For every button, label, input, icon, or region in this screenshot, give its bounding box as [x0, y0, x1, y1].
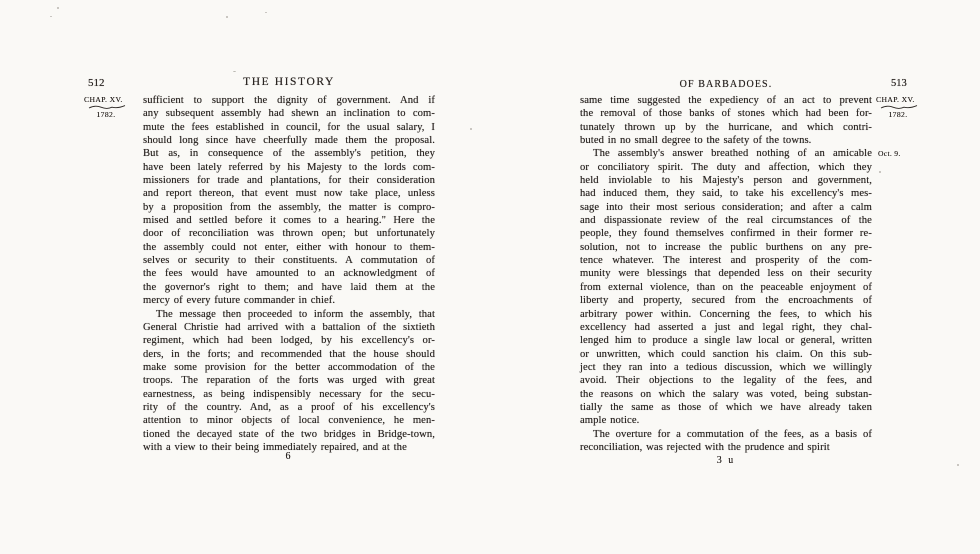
- text-line: the removal of those banks of stones which had been for-: [580, 108, 872, 120]
- text-line: munity were blessings that depended less on their security: [580, 268, 872, 280]
- text-line: mised and settled before it comes to a hearing." Here the: [143, 215, 435, 227]
- running-header-left: THE HISTORY: [243, 76, 335, 88]
- margin-note-date: Oct. 9.: [878, 149, 901, 158]
- text-line: and dispassionate review of the real circumstances of the: [580, 215, 872, 227]
- text-line: tunately thrown up by the hurricane, and which contri-: [580, 121, 872, 133]
- page-body-left: [143, 94, 435, 454]
- text-line: The overture for a commutation of the fees, as a basis of: [593, 428, 872, 440]
- text-line: tially the same as those of which we have already taken: [580, 401, 872, 413]
- signature-mark-left: 6: [285, 451, 293, 462]
- chapter-label: CHAP. XV.: [84, 95, 123, 104]
- text-line: sage into their most serious consideration; and after a calm: [580, 201, 872, 213]
- text-line: ample notice.: [580, 415, 640, 427]
- scan-speck: [879, 171, 881, 173]
- text-line: attention to minor objects of local convenience, he men-: [143, 415, 435, 427]
- text-line: ject they ran into a tedious discussion, which we willingly: [580, 361, 872, 373]
- text-line: the fees would have amounted to an acknowledgment of: [143, 268, 435, 280]
- paragraph: [143, 308, 435, 455]
- year-label: 1782.: [96, 110, 116, 119]
- scan-speck: [50, 16, 52, 17]
- text-line: sufficient to support the dignity of government. And if: [143, 95, 435, 106]
- text-line: should long since have cheerfully made them the proposal.: [143, 135, 435, 147]
- paragraph: [143, 94, 435, 308]
- scan-speck: [957, 464, 959, 466]
- text-line: selves or security to their constituents. A commutation of: [143, 255, 435, 267]
- text-line: arbitrary power within. Concerning the fees, to which his: [580, 308, 872, 320]
- text-line: buted in no small degree to the safety of the towns.: [580, 135, 812, 147]
- text-line: reconciliation, was rejected with the prudence and spirit: [580, 441, 830, 453]
- text-line: make some provision for the better accommodation of the: [143, 361, 435, 373]
- text-line: by a proposition from the assembly, the matter is compro-: [143, 201, 435, 213]
- text-line: missioners for trade and plantations, for their consideration: [143, 175, 435, 187]
- text-line: any subsequent assembly had shewn an inclination to com-: [143, 108, 435, 120]
- text-line: lenged him to produce a single law local or general, written: [580, 335, 872, 347]
- text-line: troops. The reparation of the forts was urged with great: [143, 375, 435, 387]
- page-number-right: 513: [891, 78, 907, 89]
- text-line: The assembly's answer breathed nothing of an amicable: [593, 148, 872, 160]
- text-line: liberty and property, secured from the encroachments of: [580, 295, 872, 307]
- signature-mark-right: 3 u: [716, 455, 736, 466]
- text-line: the reasons on which the salary was voted, being substan-: [580, 388, 872, 400]
- text-line: solution, not to increase the public burthens on any pre-: [580, 241, 872, 253]
- text-line: mute the fees established in council, for the usual salary, I: [143, 121, 435, 133]
- text-line: The message then proceeded to inform the assembly, that: [156, 308, 435, 320]
- text-line: rity of the country. And, as a proof of his excellency's: [143, 401, 435, 413]
- text-line: the assembly could not enter, either with honour to them-: [143, 241, 435, 253]
- text-line: ders, in the forts; and recommended that the house should: [143, 348, 435, 360]
- text-line: General Christie had arrived with a battalion of the sixtieth: [143, 321, 435, 333]
- text-line: door of reconciliation was thrown open; but unfortunately: [143, 228, 435, 240]
- running-header-right: OF BARBADOES.: [679, 79, 773, 90]
- year-label: 1782.: [888, 110, 908, 119]
- scan-speck: [226, 16, 228, 18]
- text-line: held inviolable to his Majesty's person and government,: [580, 175, 872, 187]
- scan-speck: [470, 128, 472, 130]
- text-line: But as, in consequence of the assembly's petition, they: [143, 148, 435, 160]
- scan-speck: [233, 71, 236, 72]
- text-line: excellency had asserted a just and legal right, they chal-: [580, 321, 872, 333]
- page-number-left: 512: [88, 77, 105, 89]
- text-line: and report thereon, that event must now take place, unless: [143, 188, 435, 200]
- text-line: tence whatever. The interest and prosperity of the com-: [580, 255, 872, 267]
- text-line: the governor's right to them; and have laid them at the: [143, 281, 435, 293]
- text-line: same time suggested the expediency of an act to prevent: [580, 95, 872, 106]
- text-line: earnestness, as being indispensibly necessary for the secu-: [143, 388, 435, 400]
- text-line: had induced them, they said, to take his excellency's mes-: [580, 188, 872, 200]
- paragraph: [580, 94, 872, 147]
- paragraph: [580, 147, 872, 427]
- text-line: from external violence, than on the peaceable enjoyment of: [580, 281, 872, 293]
- paragraph: [580, 428, 872, 455]
- margin-note-chapter-right: [876, 95, 932, 119]
- margin-note-chapter-left: [84, 95, 140, 119]
- text-line: mercy of every future commander in chief.: [143, 295, 336, 307]
- chapter-label: CHAP. XV.: [876, 95, 915, 104]
- text-line: regiment, which had been lodged, by his excellency's or-: [143, 335, 435, 347]
- scan-speck: [57, 7, 59, 9]
- text-line: tioned the decayed state of the two bridges in Bridge-town,: [143, 428, 435, 440]
- text-line: or unwritten, which could sanction his claim. On this sub-: [580, 348, 872, 360]
- text-line: with a view to their being immediately repaired, and at the: [143, 441, 407, 453]
- scan-speck: [265, 12, 267, 13]
- text-line: or conciliatory spirit. The duty and affection, which they: [580, 161, 872, 173]
- page-body-right: [580, 94, 872, 454]
- text-line: avoid. Their objections to the legality of the fees, and: [580, 375, 872, 387]
- text-line: have been lately referred by his Majesty to the lords com-: [143, 161, 435, 173]
- text-line: people, they found themselves confirmed in their former re-: [580, 228, 872, 240]
